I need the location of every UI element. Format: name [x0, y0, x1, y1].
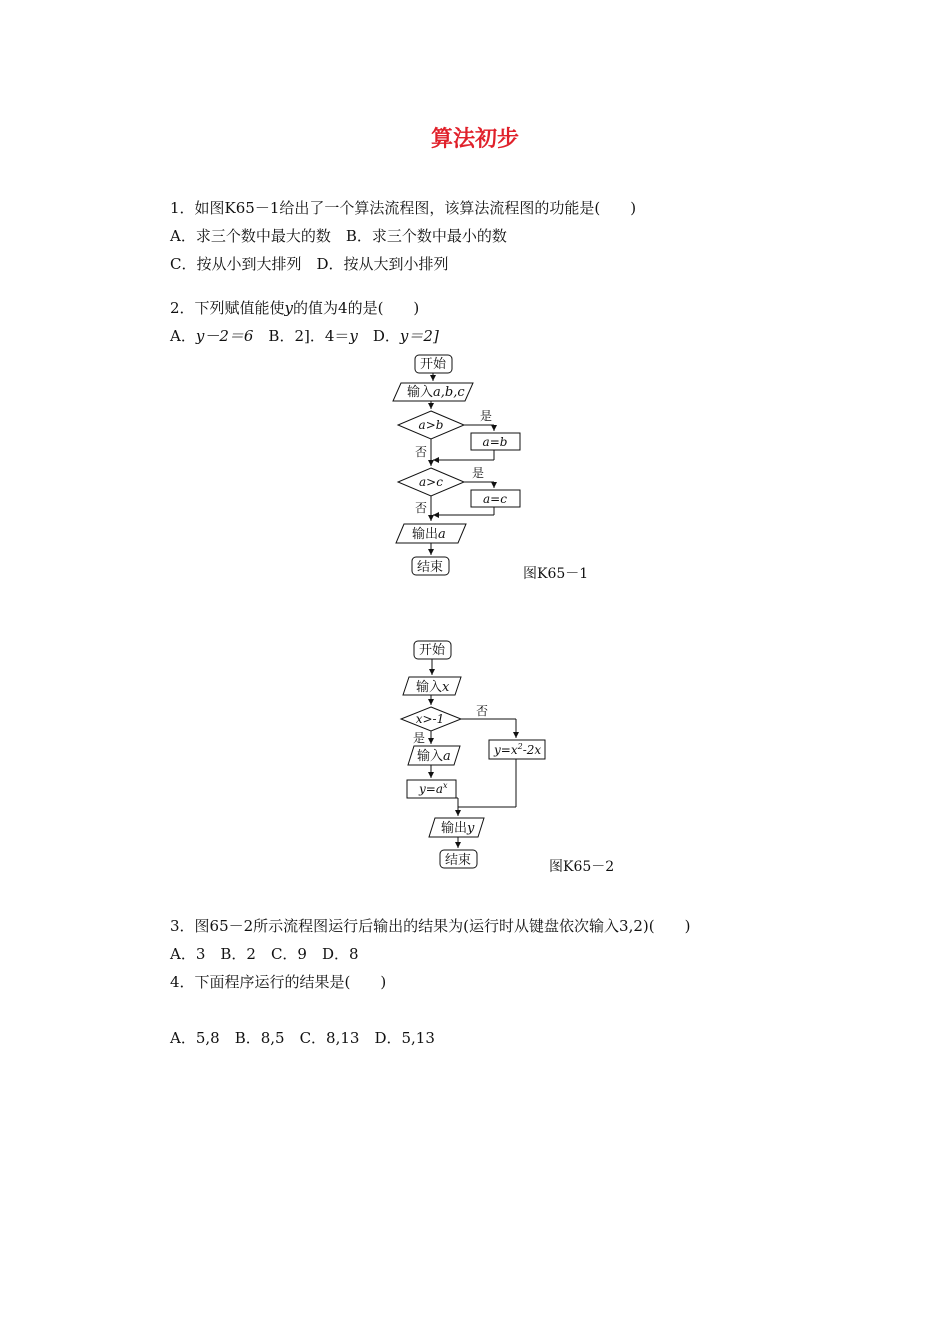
question-4-options: A．5,8 B．8,5 C．8,13 D．5,13 [170, 1029, 435, 1047]
fig1-no-label-1: 否 [415, 445, 428, 459]
figure-2-caption: 图K65－2 [549, 859, 615, 875]
fig2-assign-no-lhs: y=x [494, 743, 518, 757]
question-1-options-ab: A．求三个数中最大的数 B．求三个数中最小的数 [170, 227, 507, 245]
option-d-expression: y＝2] [399, 327, 439, 345]
option-bc: B．2]．4＝ [268, 327, 350, 345]
option-c-variable: y [349, 327, 358, 345]
fig1-assign-1: a=b [482, 435, 508, 449]
fig2-assign-no-rhs: -2x [522, 743, 542, 757]
fig1-condition-2: a>c [419, 475, 443, 489]
fig2-assign-yes [418, 781, 448, 796]
page-title: 算法初步 [430, 127, 519, 152]
option-d-label: D． [372, 327, 400, 345]
fig1-output-var: a [438, 527, 446, 542]
fig2-start-text: 开始 [418, 643, 446, 658]
option-a-expression: y－2＝6 [195, 327, 254, 345]
fig2-output-prefix: 输出 [441, 821, 468, 836]
question-1-options-cd: C．按从小到大排列 D．按从大到小排列 [170, 255, 449, 273]
fig2-input-prefix: 输入 [416, 680, 443, 695]
fig2-input-2-prefix: 输入 [417, 749, 444, 764]
fig1-start-text: 开始 [419, 357, 447, 372]
question-2-variable-y: y [284, 299, 294, 317]
fig1-output-prefix: 输出 [412, 527, 439, 542]
question-1-stem: 1．如图K65－1给出了一个算法流程图，该算法流程图的功能是( ) [170, 199, 637, 217]
option-a-label: A． [170, 327, 196, 345]
fig1-condition-1: a>b [418, 418, 444, 432]
figure-1-caption: 图K65－1 [523, 566, 589, 582]
fig2-assign-no-exp: 2 [517, 742, 523, 751]
fig1-no-label-2: 否 [415, 501, 428, 515]
question-3-stem: 3．图65－2所示流程图运行后输出的结果为(运行时从键盘依次输入3,2)( ) [170, 917, 691, 935]
fig1-input-text [407, 384, 465, 400]
fig2-input-var: x [442, 680, 450, 695]
fig2-yes-label: 是 [413, 731, 426, 745]
fig1-yes-label-1: 是 [480, 409, 493, 423]
fig1-input-prefix: 输入 [407, 385, 434, 400]
fig2-condition: x>-1 [415, 712, 445, 726]
fig2-output-text [441, 820, 475, 836]
fig2-assign-yes-lhs: y=a [419, 782, 443, 796]
fig2-assign-no [493, 742, 541, 757]
fig2-output-var: y [467, 821, 475, 836]
fig2-input-2-text [417, 748, 451, 764]
fig2-no-label: 否 [476, 704, 489, 718]
question-2-stem-start: 2．下列赋值能使 [170, 299, 285, 317]
fig1-output-text [412, 526, 446, 542]
fig2-input-text [416, 679, 450, 695]
question-2-stem-end: 的值为4的是( ) [293, 299, 420, 317]
fig2-assign-yes-exp: x [443, 781, 448, 790]
fig1-input-vars: a,b,c [433, 385, 465, 400]
fig1-yes-label-2: 是 [472, 466, 485, 480]
flowchart-k65-1-labels [407, 357, 507, 575]
fig1-assign-2: a=c [483, 492, 507, 506]
fig1-end-text: 结束 [416, 560, 444, 575]
fig2-input-2-var: a [443, 749, 451, 764]
question-4-stem: 4．下面程序运行的结果是( ) [170, 973, 387, 991]
fig2-end-text: 结束 [444, 853, 472, 868]
question-3-options: A．3 B．2 C．9 D．8 [170, 945, 359, 963]
